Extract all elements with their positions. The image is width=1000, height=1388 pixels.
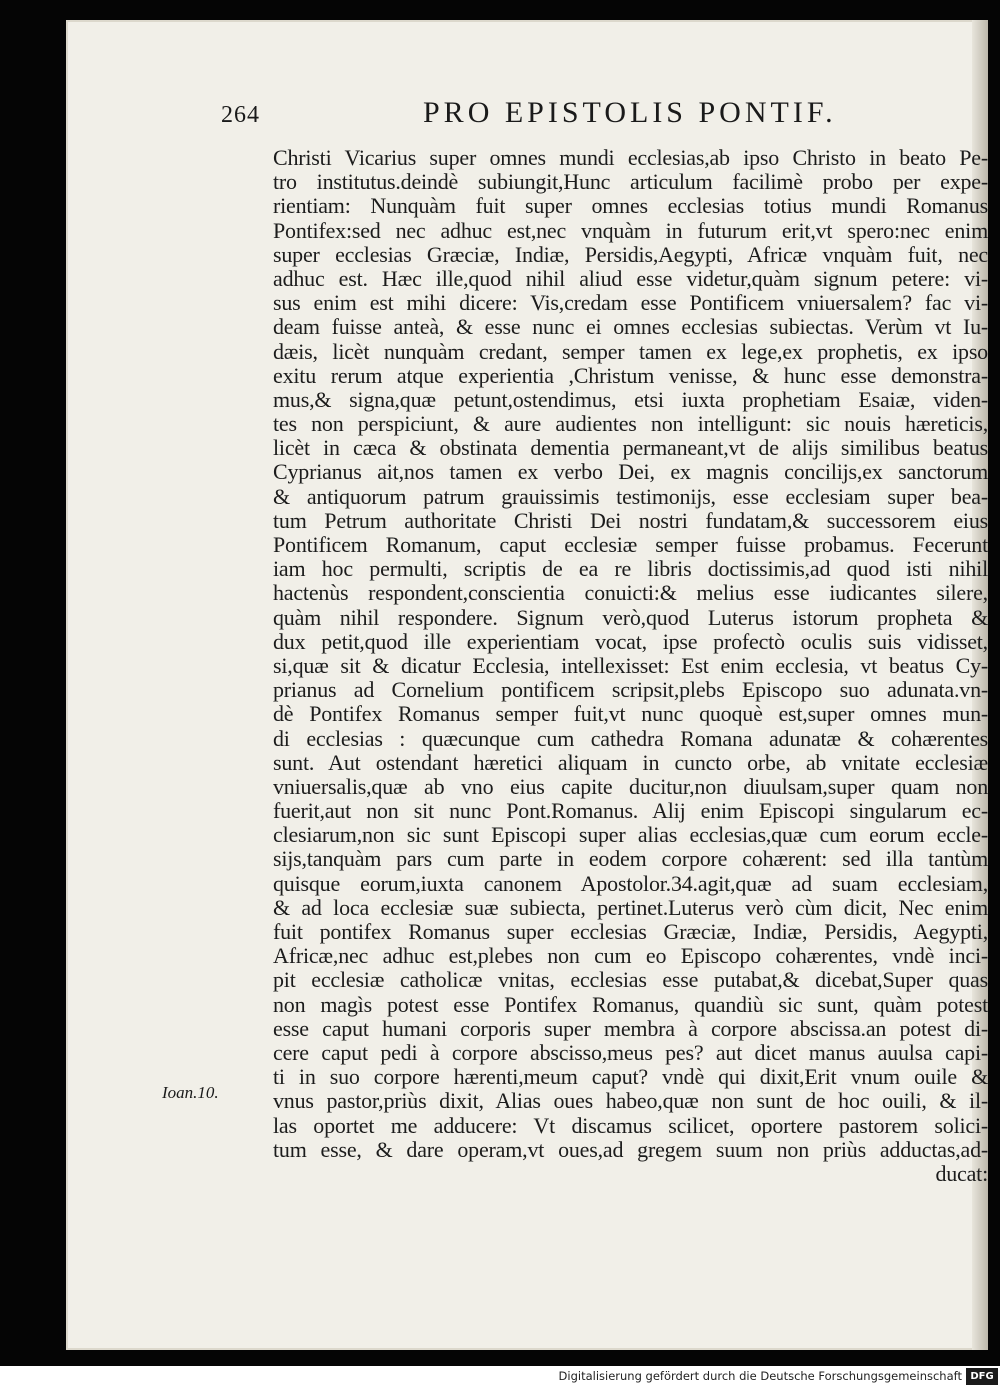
text-line: super ecclesias Græciæ, Indiæ, Persidis,Aegypti, Africæ vnquàm fuit, nec	[273, 241, 988, 267]
text-line: tro institutus.deindè subiungit,Hunc articulum facilimè probo per expe-	[273, 169, 988, 195]
text-line: tum Petrum authoritate Christi Dei nostri fundatam,& successorem eius	[273, 507, 988, 533]
text-line: tes non perspiciunt, & aure audientes non intelligunt: sic nouis hæreticis,	[273, 411, 988, 437]
text-line: Pontifex:sed nec adhuc est,nec vnquàm in futurum erit,vt spero:nec enim	[273, 217, 988, 243]
text-line: cere caput pedi à corpore abscisso,meus pes? aut dicet manus auulsa capi-	[273, 1039, 988, 1065]
text-line: Africæ,nec adhuc est,plebes non cum eo Episcopo cohærentes, vndè inci-	[273, 943, 988, 969]
dfg-logo: DFG	[966, 1368, 998, 1385]
text-line: prianus ad Cornelium pontificem scripsit,plebs Episcopo suo adunata.vn-	[273, 677, 988, 703]
running-head	[66, 96, 988, 140]
text-line: dux petit,quod ille experientiam vocat, ipse profectò oculis suis vidisset,	[273, 628, 988, 654]
text-line: tum esse, & dare operam,vt oues,ad gregem suum non priùs adductas,ad-	[273, 1136, 988, 1162]
text-line: mus,& signa,quæ petunt,ostendimus, etsi iuxta prophetiam Esaiæ, viden-	[273, 386, 988, 412]
text-line: fuit pontifex Romanus super ecclesias Græciæ, Indiæ, Persidis, Aegypti,	[273, 919, 988, 944]
text-line: vniuersalis,quæ ab vno eius capite ducitur,non diuulsam,super quam non	[273, 773, 988, 799]
footer-credit: Digitalisierung gefördert durch die Deutsche Forschungsgemeinschaft	[558, 1369, 962, 1383]
body-text	[273, 146, 988, 1186]
text-line: di ecclesias : quæcunque cum cathedra Romana adunatæ & cohærentes	[273, 725, 988, 751]
text-line: adhuc est. Hæc ille,quod nihil aliud esse videtur,quàm signum petere: vi-	[273, 265, 988, 291]
book-page	[66, 20, 988, 1350]
page-number: 264	[221, 102, 260, 128]
text-line: ti in suo corpore hærenti,meum caput? vndè qui dixit,Erit vnum ouile &	[273, 1064, 988, 1090]
text-line: rientiam: Nunquàm fuit super omnes ecclesias totius mundi Romanus	[273, 193, 988, 219]
text-line: quisque eorum,iuxta canonem Apostolor.34.agit,quæ ad suam ecclesiam,	[273, 870, 988, 896]
text-line: ducat:	[935, 1160, 988, 1186]
text-line: esse caput humani corporis super membra à corpore abscissa.an potest di-	[273, 1015, 988, 1041]
footer-bar	[0, 1366, 1000, 1388]
text-line: deam fuisse anteà, & esse nunc ei omnes ecclesias subiectas. Verùm vt Iu-	[273, 314, 988, 340]
text-line: iam hoc permulti, scriptis de ea re libris doctissimis,ad quod isti nihil	[273, 556, 988, 582]
text-line: licèt in cæca & obstinata dementia permaneant,vt de alijs similibus beatus	[273, 435, 988, 461]
margin-note: Ioan.10.	[162, 1083, 219, 1102]
text-line: pit ecclesiæ catholicæ vnitas, ecclesias esse putabat,& dicebat,Super quas	[273, 967, 988, 993]
text-line: & ad loca ecclesiæ suæ subiecta, pertinet.Luterus verò cùm dicit, Nec enim	[273, 894, 988, 920]
text-line: dè Pontifex Romanus semper fuit,vt nunc quoquè est,super omnes mun-	[273, 701, 988, 727]
text-line: sus enim est mihi dicere: Vis,credam esse Pontificem vniuersalem? fac vi-	[273, 290, 988, 316]
text-line: & antiquorum patrum grauissimis testimonijs, esse ecclesiam super bea-	[273, 483, 988, 509]
text-line: clesiarum,non sic sunt Episcopi super alias ecclesias,quæ cum eorum eccle-	[273, 822, 988, 848]
text-line: dæis, licèt nunquàm credant, semper tamen ex lege,ex prophetis, ex ipso	[273, 338, 988, 364]
text-line: sijs,tanquàm pars cum parte in eodem corpore cohærent: sed illa tantùm	[273, 846, 988, 872]
text-line: quàm nihil respondere. Signum verò,quod Luterus istorum propheta &	[273, 604, 988, 630]
text-line: non magìs potest esse Pontifex Romanus, quandiù sic sunt, quàm potest	[273, 991, 988, 1017]
text-line: vnus pastor,priùs dixit, Alias oues habeo,quæ non sunt de hoc ouili, & il-	[273, 1088, 988, 1114]
text-line: sunt. Aut ostendant hæretici aliquam in cuncto orbe, ab vnitate ecclesiæ	[273, 749, 988, 775]
text-line: las oportet me adducere: Vt discamus scilicet, oportere pastorem solici-	[273, 1112, 988, 1138]
text-line: Christi Vicarius super omnes mundi ecclesias,ab ipso Christo in beato Pe-	[273, 145, 988, 170]
text-line: si,quæ sit & dicatur Ecclesia, intellexisset: Est enim ecclesia, vt beatus Cy-	[273, 652, 988, 678]
text-line: fuerit,aut non sit nunc Pont.Romanus. Alij enim Episcopi singularum ec-	[273, 798, 988, 824]
text-line: Pontificem Romanum, caput ecclesiæ semper fuisse probamus. Fecerunt	[273, 532, 988, 557]
text-line: Cyprianus ait,nos tamen ex verbo Dei, ex magnis concilijs,ex sanctorum	[273, 459, 988, 485]
text-line: hactenùs respondent,conscientia conuicti:& melius esse iudicantes silere,	[273, 580, 988, 606]
running-title: PRO EPISTOLIS PONTIF.	[423, 96, 837, 129]
text-line: exitu rerum atque experientia ,Christum venisse, & hunc esse demonstra-	[273, 362, 988, 388]
